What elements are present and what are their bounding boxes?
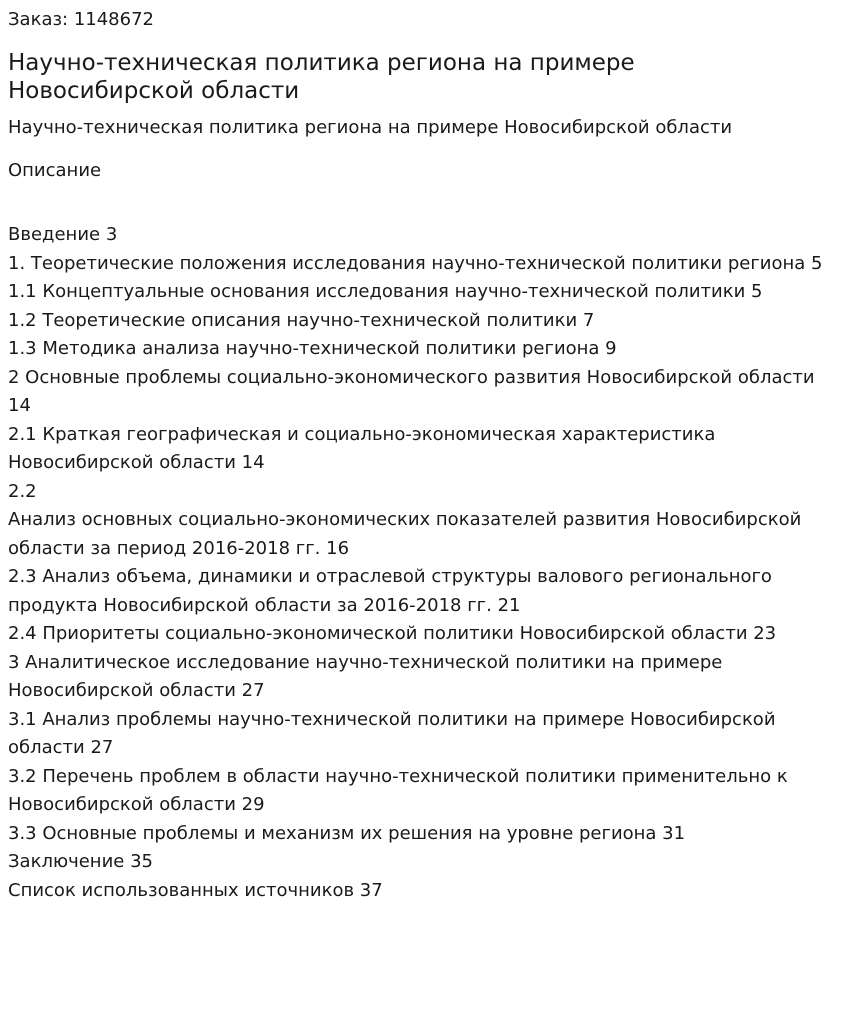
order-number: Заказ: 1148672 [8,9,154,30]
toc-item: Заключение 35 [8,851,153,872]
toc-item: 2.4 Приоритеты социально-экономической политики Новосибирской области 23 [8,623,777,644]
toc-item: 1.3 Методика анализа научно-технической политики региона 9 [8,338,617,359]
document-title: Научно-техническая политика региона на примере Новосибирской области [8,50,635,104]
toc-item: 3.2 Перечень проблем в области научно-технической политики применительно к Новосибирской области 29 [8,765,788,815]
toc-item: Анализ основных социально-экономических показателей развития Новосибирской области за период 2016-2018 гг. 16 [8,509,802,559]
table-of-contents [8,221,839,905]
toc-item: 2.2 [8,480,37,502]
toc-item: 2.3 Анализ объема, динамики и отраслевой структуры валового регионального продукта Новосибирской области за 2016-2018 гг. 21 [8,566,772,616]
toc-item: 3 Аналитическое исследование научно-технической политики на примере Новосибирской области 27 [8,651,723,701]
toc-item: 1.2 Теоретические описания научно-технической политики 7 [8,309,595,331]
toc-item: Список использованных источников 37 [8,879,383,901]
description-heading: Описание [8,160,102,181]
toc-item: Введение 3 [8,224,118,245]
toc-item: 2 Основные проблемы социально-экономического развития Новосибирской области 14 [8,366,815,416]
toc-item: 3.3 Основные проблемы и механизм их решения на уровне региона 31 [8,822,686,844]
toc-item: 1.1 Концептуальные основания исследования научно-технической политики 5 [8,281,763,302]
document-subtitle: Научно-техническая политика региона на примере Новосибирской области [8,117,733,138]
toc-item: 2.1 Краткая географическая и социально-экономическая характеристика Новосибирской области 14 [8,423,716,473]
toc-item: 3.1 Анализ проблемы научно-технической политики на примере Новосибирской области 27 [8,708,776,758]
toc-item: 1. Теоретические положения исследования научно-технической политики региона 5 [8,252,823,274]
